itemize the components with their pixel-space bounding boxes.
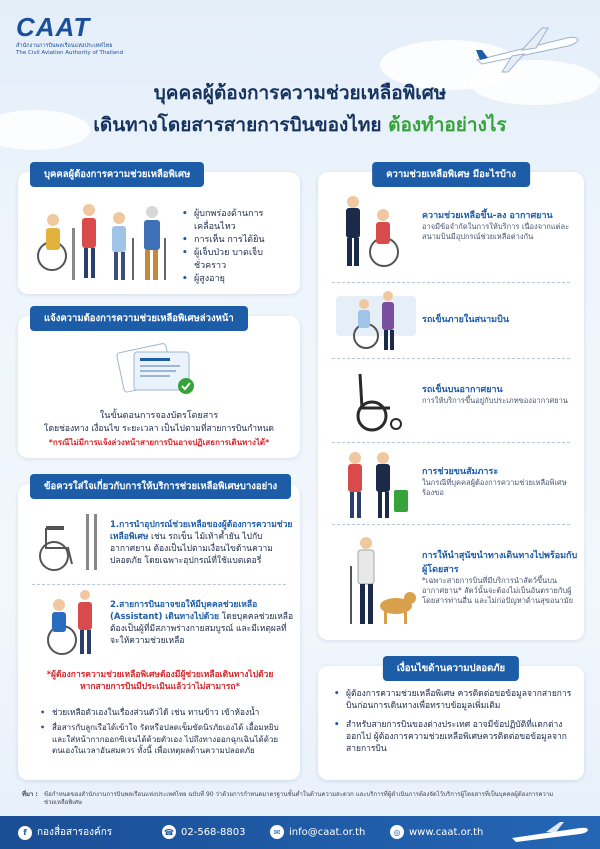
footnote: [22, 791, 562, 807]
list-item: • ผู้ต้องการความช่วยเหลือพิเศษ ควรติดต่อขอข้อมูลจากสายการบินก่อนการเดินทางเพื่อทราบข้อมูลเพิ่มเติม: [334, 688, 574, 713]
service-title: การช่วยขนสัมภาระ: [422, 467, 499, 477]
consider-bullets: [40, 706, 288, 757]
divider: [332, 282, 570, 283]
email-icon: ✉: [270, 825, 284, 839]
service-item-2: [422, 312, 578, 326]
services-card: [318, 169, 584, 640]
footnote-label: ที่มา :: [22, 791, 38, 798]
list-item: • ผู้สูงอายุ: [182, 273, 294, 286]
notify-card: [18, 313, 300, 458]
notify-warning: *กรณีไม่มีการแจ้งล่วงหน้าสายการบินอาจปฏิเสธการเดินทางได้*: [48, 438, 270, 447]
service-title: การให้นำสุนัขนำทางเดินทางไปพร้อมกับผู้โดยสาร: [422, 551, 578, 575]
consider-item1-body: เช่น รถเข็น ไม้เท้าค้ำยัน ไปกับอากาศยาน ต้องเป็นไปตามเงื่อนไขด้านความปลอดภัย โดยเฉพาะอุปกรณ์ที่ใช้แบตเตอรี่: [110, 531, 273, 566]
list-item: • สื่อสารกับลูกเรือได้เข้าใจ รัดหรือปลดเข็มขัดนิรภัยเองได้ เอื้อมหยิบ และใส่หน้ากากออกซิเจนได้ด้วยตัวเอง ไปถึงทางออกฉุกเฉินได้ด้วยตนเองในเวลาอันสมควร ทั้งนี้ เพื่อเหตุผลด้านความปลอดภัย: [40, 722, 288, 757]
divider: [332, 442, 570, 443]
who-heading: บุคคลผู้ต้องการความช่วยเหลือพิเศษ: [30, 162, 204, 187]
email-label: info@caat.or.th: [289, 826, 366, 838]
phone-icon: ☎: [162, 825, 176, 839]
footer-facebook[interactable]: [18, 825, 112, 840]
consider-item2: [110, 600, 294, 648]
facebook-icon: f: [18, 826, 32, 840]
service-item-5: [422, 548, 578, 606]
caat-logo: [16, 12, 123, 56]
footer-plane-icon: [510, 820, 590, 846]
consider-item2-title: 2.สายการบินอาจขอให้มีบุคคลช่วยเหลือ (Assistant) เดินทางไปด้วย: [110, 600, 258, 622]
consider-warning: *ผู้ต้องการความช่วยเหลือพิเศษต้องมีผู้ช่วยเหลือเดินทางไปด้วย หากสายการบินมีประเมินแล้วว่าไม่สามารถ*: [46, 670, 274, 692]
considerations-card: [18, 481, 300, 780]
ticket-icon: [114, 340, 204, 400]
service-desc: ในกรณีที่บุคคลผู้ต้องการความช่วยเหลือพิเศษร้องขอ: [422, 478, 567, 498]
list-item: • การเห็น การได้ยิน: [182, 234, 294, 247]
airplane-icon: [472, 20, 582, 80]
service-title: ความช่วยเหลือขึ้น-ลง อากาศยาน: [422, 211, 553, 221]
service-item-4: [422, 464, 578, 498]
footer-website[interactable]: [390, 825, 483, 839]
service-item-3: [422, 382, 578, 406]
logo-sub-en: The Civil Aviation Authority of Thailand: [16, 49, 124, 56]
list-item: • ผู้บกพร่องด้านการเคลื่อนไหว: [182, 208, 294, 234]
page-title-line1: บุคคลผู้ต้องการความช่วยเหลือพิเศษ: [153, 82, 447, 104]
service-title: รถเข็นบนอากาศยาน: [422, 385, 503, 395]
notify-line1: ในขั้นตอนการจองบัตรโดยสาร: [99, 411, 219, 421]
divider: [332, 358, 570, 359]
list-item: • สำหรับสายการบินของต่างประเทศ อาจมีข้อปฏิบัติที่แตกต่างออกไป ผู้ต้องการความช่วยเหลือพิเศษควรติดต่อขอข้อมูลจากสายการบิน: [334, 719, 574, 756]
globe-icon: ◎: [390, 825, 404, 839]
service-title: รถเข็นภายในสนามบิน: [422, 315, 509, 325]
phone-label: 02-568-8803: [181, 826, 246, 838]
service-desc: *เฉพาะสายการบินที่มีบริการนำสัตว์ขึ้นบนอากาศยาน* สัตว์นั้นจะต้องไม่เป็นอันตรายกับผู้โดยสารท่านอื่น และไม่ก่อปัญหาด้านสุขอนามัย: [422, 576, 574, 606]
notify-line2: โดยช่องทาง เงื่อนไข ระยะเวลา เป็นไปตามที่สายการบินกำหนด: [44, 424, 274, 434]
who-card: [18, 169, 300, 294]
divider: [332, 524, 570, 525]
title-highlight: ต้องทำอย่างไร: [388, 114, 507, 136]
divider: [32, 584, 286, 585]
services-heading: ความช่วยเหลือพิเศษ มีอะไรบ้าง: [372, 162, 530, 187]
aisle-wheelchair-icon: [348, 368, 408, 432]
safety-heading: เงื่อนไขด้านความปลอดภัย: [383, 656, 519, 681]
facebook-label: กองสื่อสารองค์กร: [37, 827, 113, 838]
safety-card: [318, 663, 584, 780]
service-desc: การให้บริการขึ้นอยู่กับประเภทของอากาศยาน: [422, 396, 568, 405]
baggage-assist-illustration: [342, 450, 412, 520]
page-title-line2: [0, 110, 600, 140]
service-item-1: [422, 208, 578, 242]
assistant-illustration: [32, 590, 106, 656]
safety-bullets: [334, 688, 574, 756]
website-label: www.caat.or.th: [409, 826, 484, 838]
service-desc: อาจมีข้อจำกัดในการให้บริการ เนื่องจากแต่ละสนามบินมีอุปกรณ์ช่วยเหลือต่างกัน: [422, 222, 570, 242]
footer-phone[interactable]: [162, 825, 245, 839]
consider-item2-body: โดยบุคคลช่วยเหลือ ต้องเป็นผู้ที่มีสภาพร่างกายสมบูรณ์ และมีเหตุผลที่จะให้ความช่วยเหลือ: [110, 611, 294, 646]
people-illustration: [32, 198, 182, 286]
airport-wheelchair-illustration: [336, 286, 416, 352]
footer: [0, 816, 600, 849]
footer-email[interactable]: [270, 825, 365, 839]
title-prefix: เดินทางโดยสารสายการบินของไทย: [93, 114, 382, 136]
boarding-assist-illustration: [336, 194, 416, 270]
notify-heading: แจ้งความต้องการความช่วยเหลือพิเศษล่วงหน้า: [30, 306, 248, 331]
consider-item1: [110, 520, 294, 568]
guide-dog-illustration: [338, 536, 418, 628]
logo-text: CAAT: [16, 12, 91, 42]
consider-item1-title: 1.การนำอุปกรณ์ช่วยเหลือของผู้ต้องการความช่วยเหลือพิเศษ: [110, 520, 293, 542]
who-list: [182, 208, 294, 286]
list-item: • ผู้เจ็บป่วย บาดเจ็บชั่วคราว: [182, 247, 294, 273]
logo-sub-th: สำนักงานการบินพลเรือนแห่งประเทศไทย: [16, 43, 113, 49]
list-item: • ช่วยเหลือตัวเองในเรื่องส่วนตัวได้ เช่น ทานข้าว เข้าห้องน้ำ: [40, 706, 288, 718]
wheelchair-crutch-illustration: [32, 508, 106, 574]
considerations-heading: ข้อควรใส่ใจเกี่ยวกับการให้บริการช่วยเหลือพิเศษบางอย่าง: [30, 474, 291, 499]
footnote-text: ข้อกำหนดของสำนักงานการบินพลเรือนแห่งประเทศไทย ฉบับที่ 90 ว่าด้วยการกำหนดมาตรฐานขั้นต่ำในด้านความสะดวก และบริการที่ผู้ดำเนินการต้องจัดไว้บริการผู้โดยสารที่เป็นบุคคลผู้ต้องการความช่วยเหลือพิเศษ: [44, 791, 554, 807]
